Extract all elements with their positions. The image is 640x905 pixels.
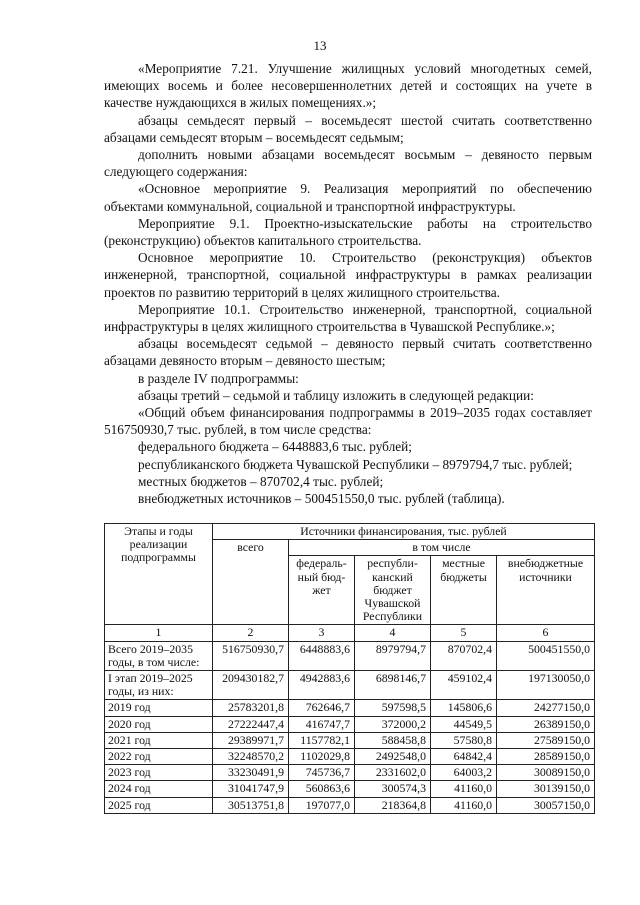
cell-local: 870702,4 [431,641,497,670]
cell-federal: 197077,0 [289,797,355,813]
table-row [105,641,595,670]
column-number: 6 [497,625,595,641]
cell-local: 57580,8 [431,732,497,748]
header-republic: республи-канский бюджет Чувашской Республики [355,556,431,625]
cell-total: 29389971,7 [213,732,289,748]
body-text [104,60,592,507]
header-sources: Источники финансирования, тыс. рублей [213,524,595,540]
cell-extra: 28589150,0 [497,749,595,765]
financing-table [104,523,595,814]
paragraph: республиканского бюджета Чувашской Республики – 8979794,7 тыс. рублей; [138,456,573,472]
column-number: 1 [105,625,213,641]
cell-federal: 745736,7 [289,765,355,781]
cell-extra: 27589150,0 [497,732,595,748]
header-extra: внебюджетные источники [497,556,595,625]
cell-extra: 24277150,0 [497,700,595,716]
table-row [105,671,595,700]
table-row [105,781,595,797]
cell-total: 209430182,7 [213,671,289,700]
cell-total: 31041747,9 [213,781,289,797]
paragraph: внебюджетных источников – 500451550,0 тыс. рублей (таблица). [138,491,505,507]
cell-local: 145806,6 [431,700,497,716]
cell-local: 44549,5 [431,716,497,732]
paragraph: абзацы третий – седьмой и таблицу изложить в следующей редакции: [138,387,534,403]
row-label: 2025 год [105,797,213,813]
cell-republic: 597598,5 [355,700,431,716]
paragraph: абзацы семьдесят первый – восемьдесят шестой считать соответственно абзацами семьдесят вторым – восемьдесят седьмым; [104,112,592,145]
cell-extra: 30139150,0 [497,781,595,797]
column-number: 2 [213,625,289,641]
cell-federal: 416747,7 [289,716,355,732]
header-including: в том числе [289,540,595,556]
cell-federal: 4942883,6 [289,671,355,700]
row-label: I этап 2019–2025 годы, из них: [105,671,213,700]
paragraph: абзацы восемьдесят седьмой – девяносто первый считать соответственно абзацами девяносто вторым – девяносто шестым; [104,336,592,369]
cell-federal: 762646,7 [289,700,355,716]
paragraph: «Основное мероприятие 9. Реализация мероприятий по обеспечению объектами коммунальной, социальной и транспортной инфраструктуры. [104,181,592,214]
cell-republic: 6898146,7 [355,671,431,700]
table-row [105,732,595,748]
row-label: 2023 год [105,765,213,781]
table-row [105,797,595,813]
cell-extra: 197130050,0 [497,671,595,700]
paragraph: Мероприятие 10.1. Строительство инженерной, транспортной, социальной инфраструктуры в целях жилищного строительства в Чувашской Республике.»; [104,301,592,335]
cell-local: 41160,0 [431,781,497,797]
cell-extra: 500451550,0 [497,641,595,670]
cell-republic: 372000,2 [355,716,431,732]
cell-republic: 588458,8 [355,732,431,748]
header-local: местные бюджеты [431,556,497,625]
paragraph: местных бюджетов – 870702,4 тыс. рублей; [138,473,384,489]
cell-extra: 30057150,0 [497,797,595,813]
paragraph: «Общий объем финансирования подпрограммы в 2019–2035 годах составляет 516750930,7 тыс. рублей, в том числе средства: [104,405,592,438]
paragraph: дополнить новыми абзацами восемьдесят восьмым – девяносто первым следующего содержания: [104,147,592,180]
row-label: Всего 2019–2035 годы, в том числе: [105,641,213,670]
cell-federal: 560863,6 [289,781,355,797]
cell-extra: 26389150,0 [497,716,595,732]
cell-republic: 2492548,0 [355,749,431,765]
table-row [105,716,595,732]
column-number: 4 [355,625,431,641]
cell-total: 32248570,2 [213,749,289,765]
cell-federal: 6448883,6 [289,641,355,670]
cell-local: 41160,0 [431,797,497,813]
header-federal: федераль-ный бюд-жет [289,556,355,625]
paragraph: федерального бюджета – 6448883,6 тыс. рублей; [138,439,412,455]
header-stages: Этапы и годы реализации подпрограммы [105,524,213,625]
cell-extra: 30089150,0 [497,765,595,781]
cell-republic: 300574,3 [355,781,431,797]
header-total: всего [213,540,289,625]
cell-total: 25783201,8 [213,700,289,716]
row-label: 2019 год [105,700,213,716]
cell-total: 30513751,8 [213,797,289,813]
paragraph: Основное мероприятие 10. Строительство (реконструкция) объектов инженерной, транспортной, социальной инфраструктуры в рамках реализации проектов по развитию территорий в целях жилищного строительства. [104,250,592,300]
row-label: 2021 год [105,732,213,748]
cell-total: 33230491,9 [213,765,289,781]
cell-total: 27222447,4 [213,716,289,732]
row-label: 2020 год [105,716,213,732]
column-number: 5 [431,625,497,641]
cell-republic: 2331602,0 [355,765,431,781]
row-label: 2024 год [105,781,213,797]
page-number: 13 [313,38,327,53]
cell-federal: 1157782,1 [289,732,355,748]
cell-republic: 218364,8 [355,797,431,813]
cell-local: 64003,2 [431,765,497,781]
table-row [105,765,595,781]
row-label: 2022 год [105,749,213,765]
paragraph: Мероприятие 9.1. Проектно-изыскательские работы на строительство (реконструкцию) объектов капитального строительства. [104,215,592,249]
cell-local: 459102,4 [431,671,497,700]
cell-total: 516750930,7 [213,641,289,670]
cell-local: 64842,4 [431,749,497,765]
paragraph: «Мероприятие 7.21. Улучшение жилищных условий многодетных семей, имеющих восемь и более несовершеннолетних детей и состоящих на учете в качестве нуждающихся в жилых помещениях.»; [104,61,592,111]
cell-federal: 1102029,8 [289,749,355,765]
table-row [105,749,595,765]
column-number: 3 [289,625,355,641]
table-row [105,700,595,716]
cell-republic: 8979794,7 [355,641,431,670]
paragraph: в разделе IV подпрограммы: [138,370,299,386]
